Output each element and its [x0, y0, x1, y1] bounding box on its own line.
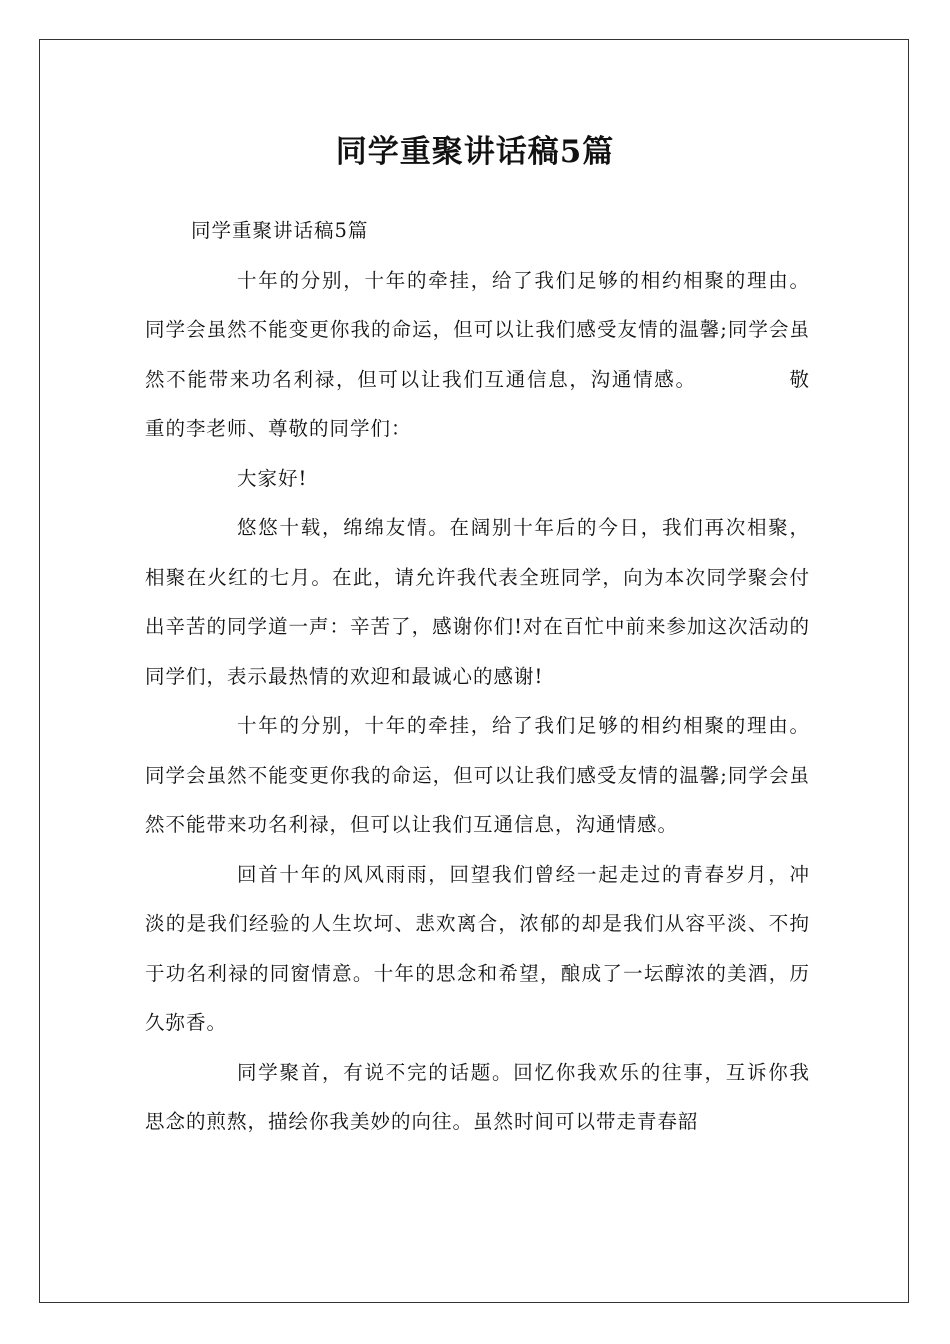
paragraph-4: 十年的分别，十年的牵挂，给了我们足够的相约相聚的理由。同学会虽然不能变更你我的命运，但可以让我们感受友情的温馨;同学会虽然不能带来功名利禄，但可以让我们互通信息，沟通情感。: [145, 714, 810, 836]
document-body: [145, 206, 810, 1147]
paragraph-1: [145, 256, 810, 454]
paragraph-3: 悠悠十载，绵绵友情。在阔别十年后的今日，我们再次相聚，相聚在火红的七月。在此，请允许我代表全班同学，向为本次同学聚会付出辛苦的同学道一声：辛苦了，感谢你们!对在百忙中前来参加这次活动的同学们，表示最热情的欢迎和最诚心的感谢!: [145, 516, 810, 688]
salutation: 敬重的李老师、尊敬的同学们：: [145, 367, 810, 440]
greeting: 大家好!: [237, 466, 308, 490]
paragraph-5: 回首十年的风风雨雨，回望我们曾经一起走过的青春岁月，冲淡的是我们经验的人生坎坷、悲欢离合，浓郁的却是我们从容平淡、不拘于功名利禄的同窗情意。十年的思念和希望，酿成了一坛醇浓的美酒，历久弥香。: [145, 862, 810, 1034]
paragraph-6: 同学聚首，有说不完的话题。回忆你我欢乐的往事，互诉你我思念的煎熬，描绘你我美妙的向往。虽然时间可以带走青春韶: [145, 1060, 810, 1133]
paragraph-1-text: 十年的分别，十年的牵挂，给了我们足够的相约相聚的理由。同学会虽然不能变更你我的命运，但可以让我们感受友情的温馨;同学会虽然不能带来功名利禄，但可以让我们互通信息，沟通情感。: [145, 268, 810, 391]
document-title: 同学重聚讲话稿5篇: [335, 134, 615, 170]
document-subtitle: 同学重聚讲话稿5篇: [191, 219, 369, 242]
